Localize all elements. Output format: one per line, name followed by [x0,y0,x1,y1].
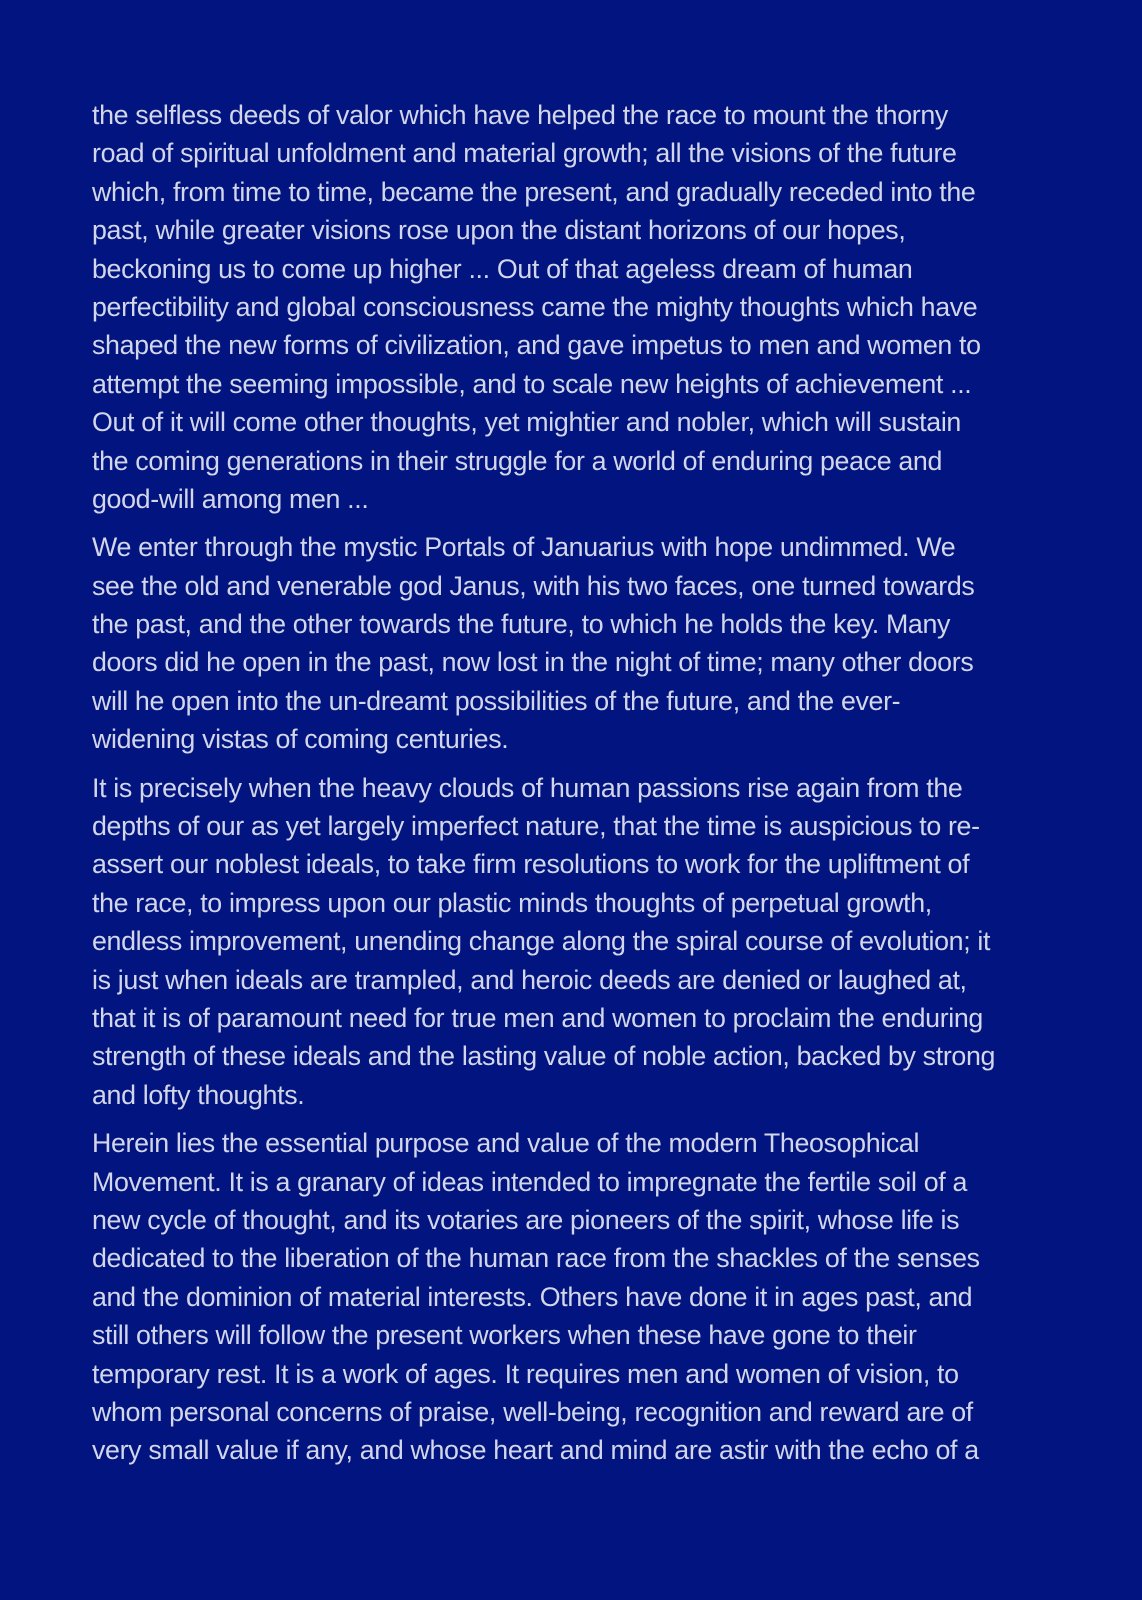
text-line: dedicated to the liberation of the human race from the shackles of the senses [92,1243,980,1274]
text-line: new cycle of thought, and its votaries are pioneers of the spirit, whose life is [92,1204,960,1235]
text-line: very small value if any, and whose heart and mind are astir with the echo of a [92,1435,979,1466]
text-line: beckoning us to come up higher ... Out of that ageless dream of human [92,253,913,284]
paragraph-1 [92,96,1052,518]
paragraph-2 [92,528,1052,758]
text-line: and lofty thoughts. [92,1079,305,1110]
text-line: see the old and venerable god Janus, with his two faces, one turned towards [92,570,975,601]
text-line: the coming generations in their struggle for a world of enduring peace and [92,445,943,476]
text-line: Herein lies the essential purpose and value of the modern Theosophical [92,1128,920,1159]
text-line: road of spiritual unfoldment and material growth; all the visions of the future [92,138,957,169]
text-line: Movement. It is a granary of ideas intended to impregnate the fertile soil of a [92,1166,968,1197]
text-line: perfectibility and global consciousness came the mighty thoughts which have [92,291,978,322]
text-line: temporary rest. It is a work of ages. It requires men and women of vision, to [92,1358,959,1389]
text-line: good-will among men ... [92,483,369,514]
text-line: the past, and the other towards the future, to which he holds the key. Many [92,609,951,640]
text-line: widening vistas of coming centuries. [92,724,509,755]
text-line: still others will follow the present workers when these have gone to their [92,1320,917,1351]
text-line: the race, to impress upon our plastic minds thoughts of perpetual growth, [92,887,932,918]
text-line: and the dominion of material interests. Others have done it in ages past, and [92,1281,973,1312]
text-line: shaped the new forms of civilization, and gave impetus to men and women to [92,330,981,361]
text-line: is just when ideals are trampled, and heroic deeds are denied or laughed at, [92,964,967,995]
text-line: doors did he open in the past, now lost in the night of time; many other doors [92,647,974,678]
text-line: It is precisely when the heavy clouds of human passions rise again from the [92,772,963,803]
text-line: assert our noblest ideals, to take firm resolutions to work for the upliftment of [92,849,970,880]
text-line: which, from time to time, became the present, and gradually receded into the [92,176,976,207]
text-line: the selfless deeds of valor which have helped the race to mount the thorny [92,100,948,130]
text-line: that it is of paramount need for true men and women to proclaim the enduring [92,1002,983,1033]
text-line: We enter through the mystic Portals of Januarius with hope undimmed. We [92,532,956,563]
paragraph-4 [92,1124,1052,1470]
text-line: depths of our as yet largely imperfect nature, that the time is auspicious to re- [92,811,980,842]
text-line: strength of these ideals and the lasting value of noble action, backed by strong [92,1041,996,1072]
text-line: whom personal concerns of praise, well-being, recognition and reward are of [92,1396,973,1427]
text-line: Out of it will come other thoughts, yet mightier and nobler, which will sustain [92,407,961,438]
paragraph-3 [92,769,1052,1115]
text-line: attempt the seeming impossible, and to scale new heights of achievement ... [92,368,972,399]
text-line: endless improvement, unending change along the spiral course of evolution; it [92,926,991,957]
text-line: will he open into the un-dreamt possibilities of the future, and the ever- [92,685,901,716]
text-line: past, while greater visions rose upon the distant horizons of our hopes, [92,215,906,246]
